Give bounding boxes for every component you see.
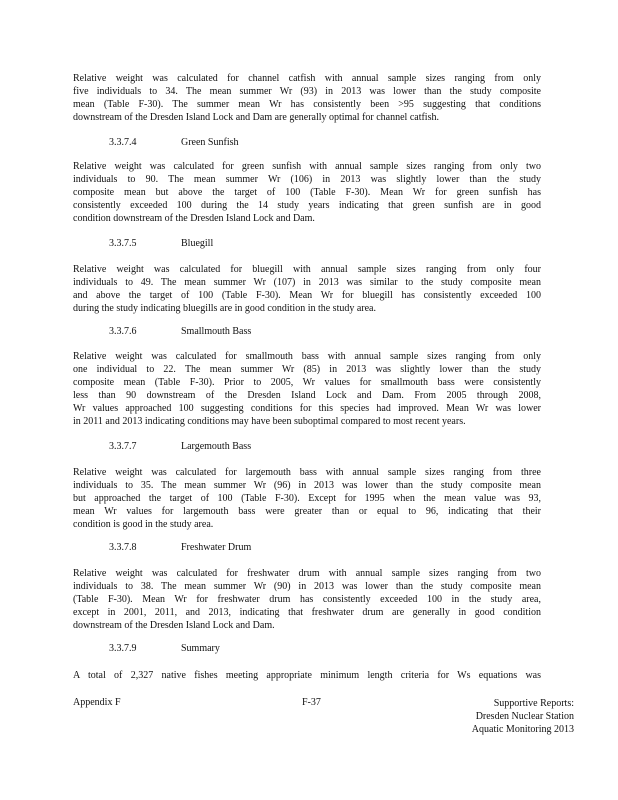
paragraph-largemouth-bass xyxy=(73,466,541,531)
text-line: and above the target of 100 (Table F-30). Mean Wr for bluegill has consistently exceeded 100 xyxy=(73,290,541,301)
section-number: 3.3.7.6 xyxy=(109,326,137,337)
text-line: Relative weight was calculated for largemouth bass with annual sample sizes ranging from three xyxy=(73,467,541,478)
footer-appendix-label: Appendix F xyxy=(73,697,121,708)
text-line: consistently exceeded 100 during the 14 study years indicating that green sunfish are in good xyxy=(73,200,541,211)
text-line: Relative weight was calculated for smallmouth bass with annual sample sizes ranging from only xyxy=(73,351,541,362)
text-line: Relative weight was calculated for bluegill with annual sample sizes ranging from only four xyxy=(73,264,541,275)
section-number: 3.3.7.7 xyxy=(109,441,137,452)
text-line: A total of 2,327 native fishes meeting appropriate minimum length criteria for Ws equations was xyxy=(73,670,541,681)
section-number: 3.3.7.5 xyxy=(109,238,137,249)
text-line: in 2011 and 2013 indicating conditions may have been suboptimal compared to most recent years. xyxy=(73,416,466,427)
section-heading xyxy=(109,542,251,554)
section-heading xyxy=(109,441,251,453)
text-line: one individual to 22. The mean summer Wr (85) in 2013 was slightly lower than the study xyxy=(73,364,541,375)
footer-report-line: Supportive Reports: xyxy=(493,698,574,709)
paragraph-summary xyxy=(73,669,541,682)
text-line: composite mean but above the target of 100 (Table F-30). Mean Wr for green sunfish has xyxy=(73,187,541,198)
section-heading xyxy=(109,137,239,149)
section-number: 3.3.7.8 xyxy=(109,542,137,553)
section-number: 3.3.7.9 xyxy=(109,643,137,654)
text-line: except in 2001, 2011, and 2013, indicating that freshwater drum are generally in good condition xyxy=(73,607,541,618)
section-heading xyxy=(109,643,220,655)
paragraph-smallmouth-bass xyxy=(73,350,541,428)
text-line: Wr values approached 100 suggesting conditions for this species had improved. Mean Wr was lower xyxy=(73,403,541,414)
text-line: downstream of the Dresden Island Lock and Dam are generally optimal for channel catfish. xyxy=(73,112,439,123)
section-title: Largemouth Bass xyxy=(181,441,252,452)
text-line: mean Wr values for largemouth bass were greater than or equal to 96, indicating that their xyxy=(73,506,541,517)
section-number: 3.3.7.4 xyxy=(109,137,137,148)
text-line: mean (Table F-30). The summer mean Wr has consistently been >95 suggesting that conditions xyxy=(73,99,541,110)
text-line: composite mean (Table F-30). Prior to 2005, Wr values for smallmouth bass were consistently xyxy=(73,377,541,388)
footer-report-line: Aquatic Monitoring 2013 xyxy=(471,724,574,735)
paragraph-bluegill xyxy=(73,263,541,315)
text-line: but approached the target of 100 (Table F-30). Except for 1995 when the mean value was 93, xyxy=(73,493,541,504)
section-heading xyxy=(109,326,251,338)
text-line: individuals to 49. The mean summer Wr (107) in 2013 was similar to the study composite mean xyxy=(73,277,541,288)
text-line: individuals to 38. The mean summer Wr (90) in 2013 was lower than the study composite mean xyxy=(73,581,541,592)
section-title: Green Sunfish xyxy=(181,137,239,148)
paragraph-freshwater-drum xyxy=(73,567,541,632)
footer-page-number: F-37 xyxy=(302,697,321,708)
text-line: individuals to 90. The mean summer Wr (106) in 2013 was slightly lower than the study xyxy=(73,174,541,185)
paragraph-green-sunfish xyxy=(73,160,541,225)
paragraph-channel-catfish xyxy=(73,72,541,124)
text-line: Relative weight was calculated for channel catfish with annual sample sizes ranging from only xyxy=(73,73,541,84)
section-title: Summary xyxy=(181,643,220,654)
text-line: condition downstream of the Dresden Island Lock and Dam. xyxy=(73,213,315,224)
section-title: Bluegill xyxy=(181,238,214,249)
section-title: Smallmouth Bass xyxy=(181,326,252,337)
section-heading xyxy=(109,238,213,250)
text-line: Relative weight was calculated for freshwater drum with annual sample sizes ranging from two xyxy=(73,568,541,579)
text-line: during the study indicating bluegills are in good condition in the study area. xyxy=(73,303,376,314)
footer-report-title xyxy=(472,697,574,736)
text-line: (Table F-30). Mean Wr for freshwater drum has consistently exceeded 100 in the study area, xyxy=(73,594,541,605)
text-line: downstream of the Dresden Island Lock and Dam. xyxy=(73,620,275,631)
footer-report-line: Dresden Nuclear Station xyxy=(475,711,574,722)
section-title: Freshwater Drum xyxy=(181,542,252,553)
text-line: less than 90 downstream of the Dresden Island Lock and Dam. From 2005 through 2008, xyxy=(73,390,541,401)
text-line: individuals to 35. The mean summer Wr (96) in 2013 was lower than the study composite mean xyxy=(73,480,541,491)
text-line: five individuals to 34. The mean summer Wr (93) in 2013 was lower than the study composite xyxy=(73,86,541,97)
text-line: Relative weight was calculated for green sunfish with annual sample sizes ranging from only two xyxy=(73,161,541,172)
text-line: condition is good in the study area. xyxy=(73,519,214,530)
